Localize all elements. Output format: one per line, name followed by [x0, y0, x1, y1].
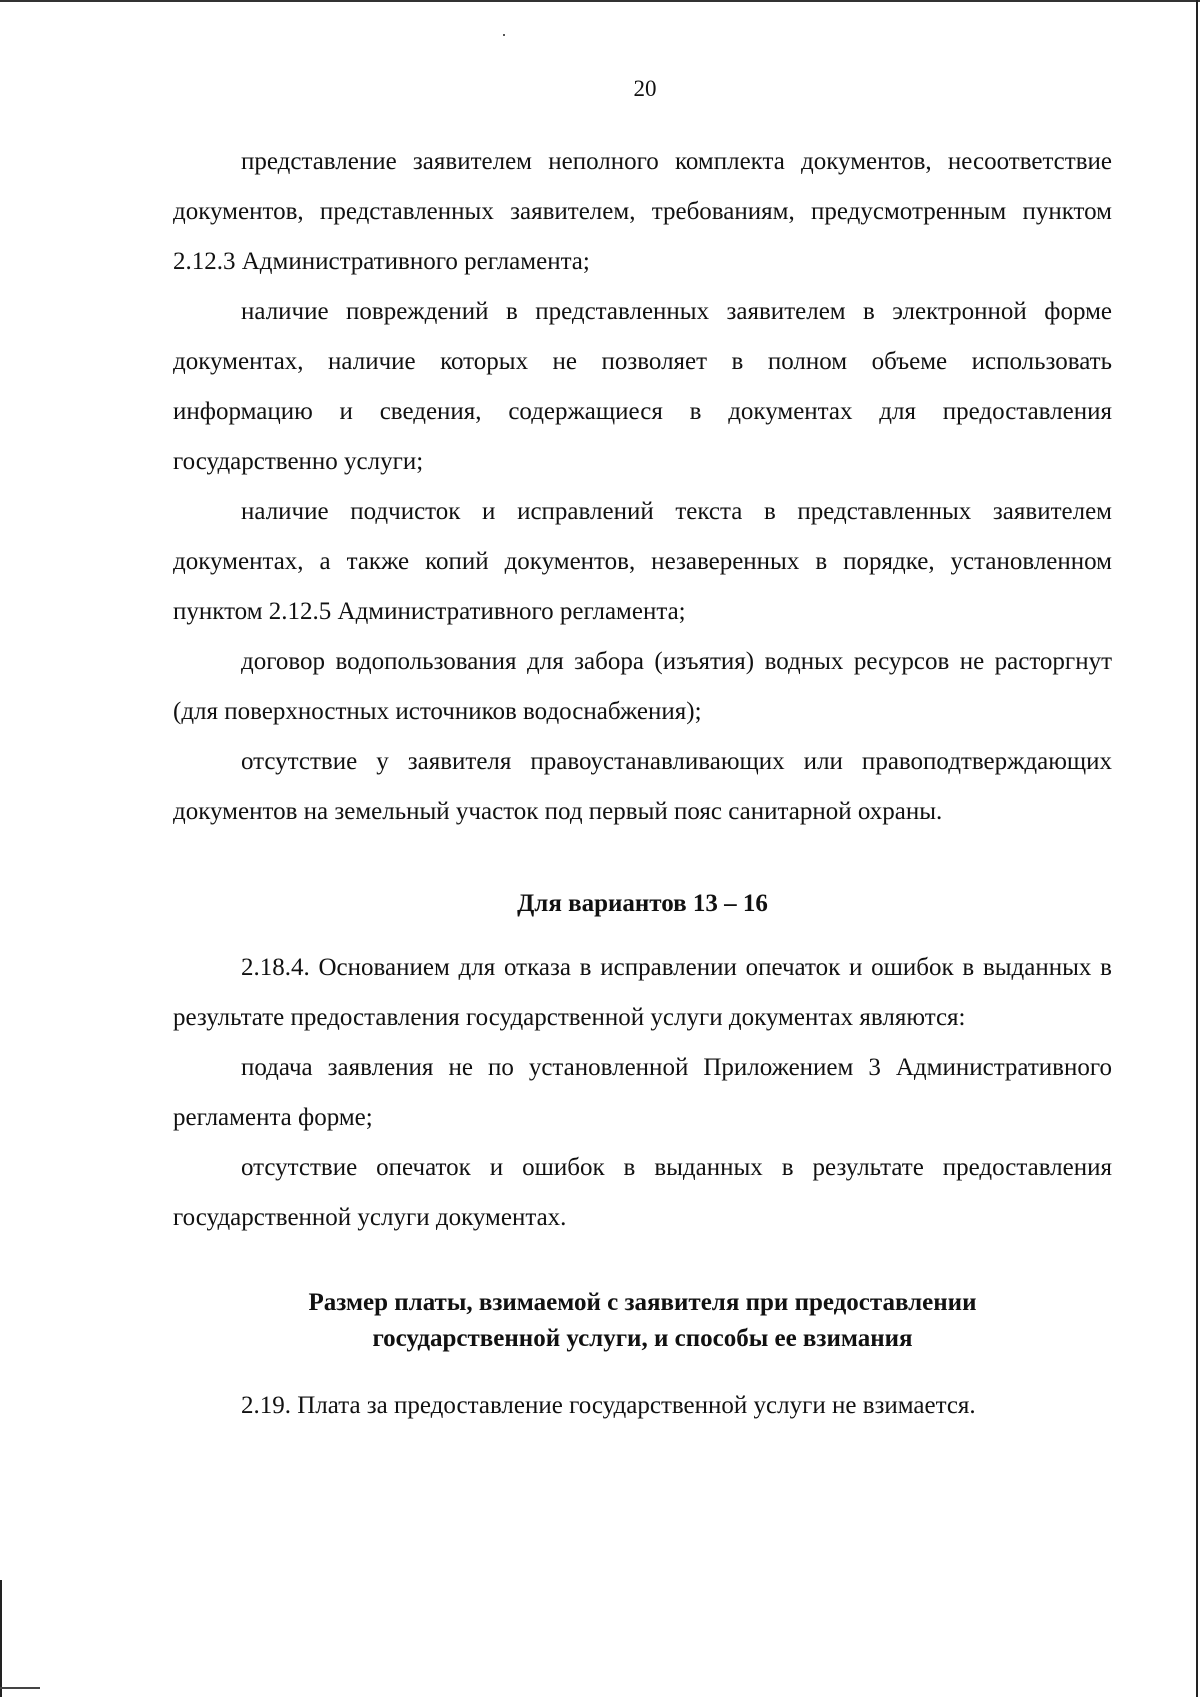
- scan-edge-bottom: [0, 1687, 40, 1689]
- scan-speck: [503, 34, 505, 36]
- heading-fee: [173, 1285, 1112, 1357]
- paragraph-damaged-documents: наличие повреждений в представленных заявителем в электронной форме документах, наличие которых не позволяет в полном объеме использовать информацию и сведения, содержащиеся в документах для предоставления государственно услуги;: [173, 298, 1112, 475]
- paragraph-2-18-4: 2.18.4. Основанием для отказа в исправлении опечаток и ошибок в выданных в результате предоставления государственной услуги документах являются:: [173, 954, 1112, 1031]
- heading-variants: Для вариантов 13 – 16: [517, 890, 768, 917]
- heading-fee-line-1: Размер платы, взимаемой с заявителя при предоставлении: [308, 1289, 977, 1316]
- scan-edge-top: [0, 0, 1200, 2]
- paragraph-water-use-contract: договор водопользования для забора (изъятия) водных ресурсов не расторгнут (для поверхностных источников водоснабжения);: [173, 648, 1112, 725]
- paragraph-erasures-corrections: наличие подчисток и исправлений текста в представленных заявителем документах, а также копий документов, незаверенных в порядке, установленном пунктом 2.12.5 Административного регламента;: [173, 498, 1112, 625]
- scan-edge-left: [0, 1580, 2, 1697]
- heading-fee-line-2: государственной услуги, и способы ее взимания: [372, 1325, 913, 1352]
- paragraph-land-documents: отсутствие у заявителя правоустанавливающих или правоподтверждающих документов на земельный участок под первый пояс санитарной охраны.: [173, 748, 1112, 825]
- paragraph-2-19: 2.19. Плата за предоставление государственной услуги не взимается.: [241, 1392, 976, 1419]
- document-body: [173, 137, 1112, 1431]
- page-number: 20: [633, 76, 657, 101]
- scan-edge-right: [1196, 0, 1198, 1697]
- paragraph-incomplete-documents: представление заявителем неполного комплекта документов, несоответствие документов, представленных заявителем, требованиям, предусмотренным пунктом 2.12.3 Административного регламента;: [173, 148, 1112, 275]
- paragraph-application-form: подача заявления не по установленной Приложением 3 Административного регламента форме;: [173, 1054, 1112, 1131]
- paragraph-no-errors: отсутствие опечаток и ошибок в выданных в результате предоставления государственной услуги документах.: [173, 1154, 1112, 1231]
